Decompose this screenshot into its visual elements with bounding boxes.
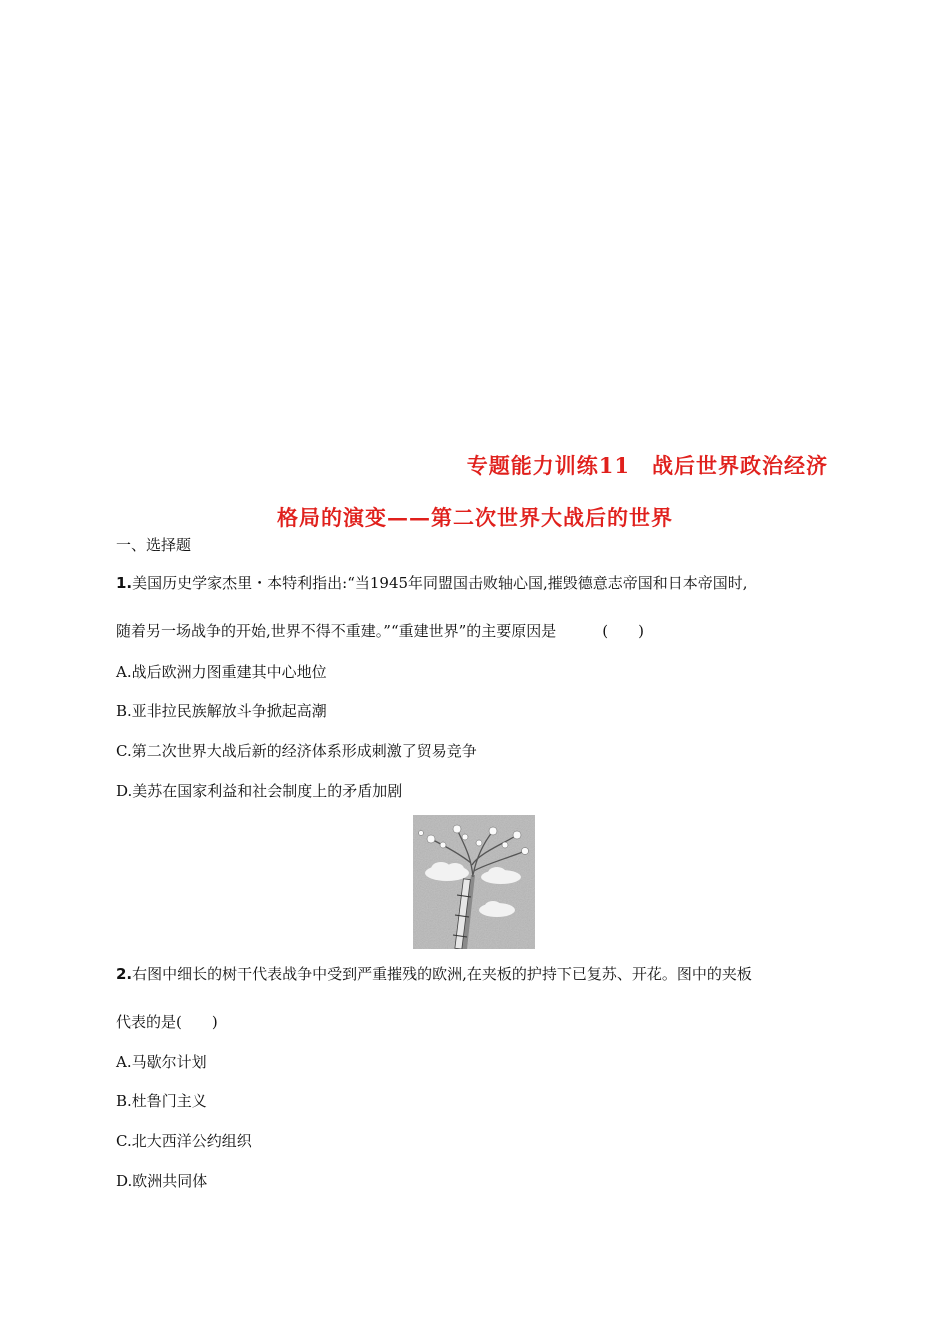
question-1-option-c: C.第二次世界大战后新的经济体系形成刺激了贸易竞争	[116, 742, 477, 760]
question-1-number: 1.	[116, 574, 133, 592]
question-1-line-2	[116, 620, 644, 641]
section-heading: 一、选择题	[116, 536, 192, 554]
question-1-answer-paren: ( )	[602, 622, 644, 640]
question-1-option-d: D.美苏在国家利益和社会制度上的矛盾加剧	[116, 782, 403, 800]
question-1-line-1	[116, 572, 748, 593]
question-1-option-a: A.战后欧洲力图重建其中心地位	[116, 663, 327, 681]
document-title-line-2: 格局的演变——第二次世界大战后的世界	[277, 505, 673, 530]
cartoon-figure	[413, 815, 535, 949]
question-2-option-c: C.北大西洋公约组织	[116, 1132, 252, 1150]
question-1-option-b: B.亚非拉民族解放斗争掀起高潮	[116, 702, 327, 720]
question-2-line-1	[116, 963, 752, 984]
question-1-text-2: 随着另一场战争的开始,世界不得不重建。”“重建世界”的主要原因是	[116, 622, 557, 640]
question-1-text-1: 美国历史学家杰里・本特利指出:“当1945年同盟国击败轴心国,摧毁德意志帝国和日本帝国时,	[132, 574, 748, 592]
question-2-option-a: A.马歇尔计划	[116, 1053, 207, 1071]
document-title-line-1: 专题能力训练11 战后世界政治经济	[466, 453, 828, 478]
question-2-line-2: 代表的是( )	[116, 1013, 218, 1031]
question-2-text-1: 右图中细长的树干代表战争中受到严重摧残的欧洲,在夹板的护持下已复苏、开花。图中的夹板	[132, 965, 752, 983]
question-2-number: 2.	[116, 965, 133, 983]
question-2-option-b: B.杜鲁门主义	[116, 1092, 207, 1110]
question-2-option-d: D.欧洲共同体	[116, 1172, 208, 1190]
